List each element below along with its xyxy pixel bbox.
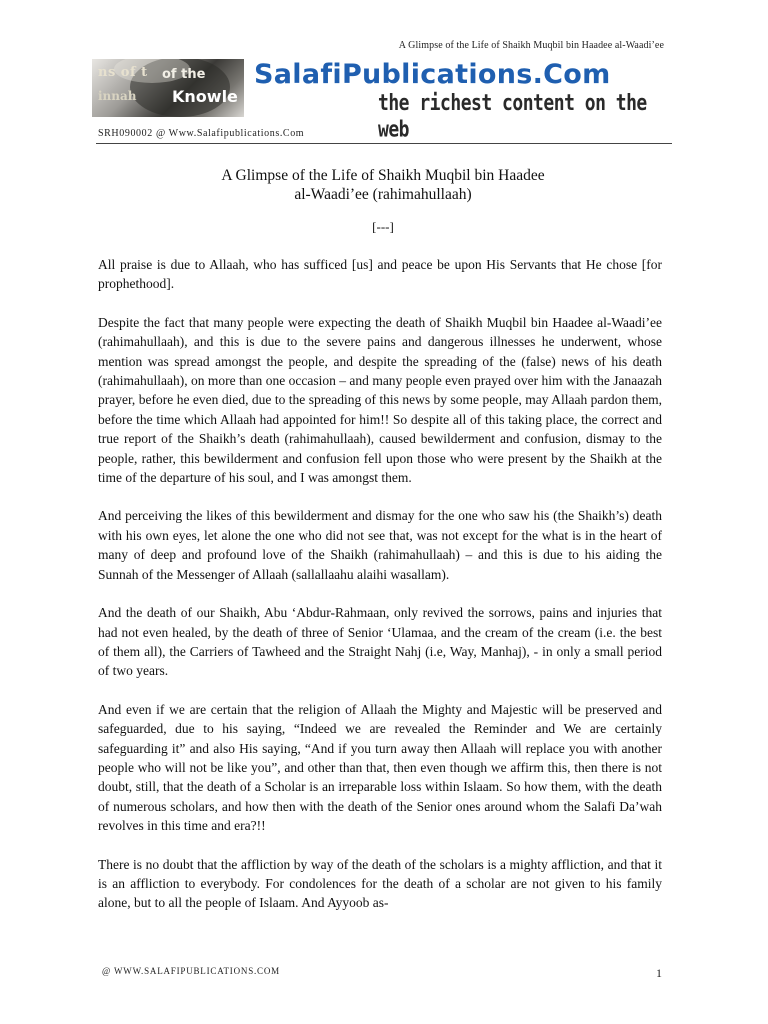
banner-fragment: Knowle — [172, 87, 238, 106]
paragraph: And even if we are certain that the religion of Allaah the Mighty and Majestic will be preserved and safeguarded, due to his saying, “Indeed we are revealed the Reminder and We are certainly safeguarding it” and also His saying, “And if you turn away then Allaah will replace you with another people who will not be like you”, and other than that, then even though we affirm this, then there is not doubt, still, that the death of a Scholar is an irreparable loss within Islaam. So how them, with the death of numerous scholars, and how then with the death of the Senior ones around whom the Salafi Da’wah revolves in this time and era?!! — [98, 701, 662, 834]
title-line-1: A Glimpse of the Life of Shaikh Muqbil bin Haadee — [221, 167, 545, 184]
page-number: 1 — [656, 966, 662, 980]
paragraph: And perceiving the likes of this bewilderment and dismay for the one who saw his (the Shaikh’s) death with his own eyes, let alone the one who did not see that, was not except for the what is in the heart of many of deep and profound love of the Shaikh (rahimahullaah) – and this is due to his aiding the Sunnah of the Messenger of Allaah (sallallaahu alaihi wasallam). — [98, 508, 662, 582]
document-id: SRH090002 @ Www.Salafipublications.Com — [98, 128, 305, 139]
paragraph: And the death of our Shaikh, Abu ‘Abdur-Rahmaan, only revived the sorrows, pains and injuries that had not even healed, by the death of three of Senior ‘Ulamaa, and the cream of the cream (i.e. the best of them all), the Carriers of Tawheed and the Straight Nahj (i.e, Way, Manhaj), - in only a small period of two years. — [98, 605, 662, 679]
paragraph: Despite the fact that many people were expecting the death of Shaikh Muqbil bin Haadee al-Waadi’ee (rahimahullaah), and this is due to the severe pains and dangerous illnesses he underwent, whose mention was spread amongst the people, and despite the spreading of the (false) news of his death (rahimahullaah), on more than one occasion – and many people even prayed over him with the Janaazah prayer, before he even died, due to the spreading of this news by some people, may Allaah pardon them, before the time which Allaah had appointed for him!! So despite all of this taking place, the correct and true report of the Shaikh’s death (rahimahullaah), caused bewilderment and confusion, dismay to the people, rather, this bewilderment and confusion fell upon those who were present by the Shaikh at the time of the departure of his soul, and I was amongst them. — [98, 314, 662, 486]
article-body — [98, 255, 662, 932]
banner-fragment: innah — [98, 89, 137, 103]
title-line-2: al-Waadi’ee (rahimahullaah) — [294, 186, 472, 203]
section-marker: [---] — [372, 219, 394, 234]
site-name: SalafiPublications.Com — [254, 59, 611, 90]
banner-fragment: ns of t — [98, 65, 148, 80]
article-title — [98, 166, 668, 204]
site-tagline: the richest content on the web — [378, 90, 647, 143]
paragraph: All praise is due to Allaah, who has sufficed [us] and peace be upon His Servants that He chose [for prophethood]. — [98, 257, 662, 292]
running-title: A Glimpse of the Life of Shaikh Muqbil bin Haadee al-Waadi’ee — [398, 40, 664, 51]
banner-image — [92, 59, 244, 117]
footer-site: @ WWW.SALAFIPUBLICATIONS.COM — [102, 966, 280, 976]
header-divider — [96, 143, 672, 144]
paragraph: There is no doubt that the affliction by way of the death of the scholars is a mighty affliction, and that it is an affliction to everybody. For condolences for the death of a scholar are not given to his family alone, but to all the people of Islaam. And Ayyoob as- — [98, 856, 662, 911]
banner-fragment: of the — [162, 67, 206, 82]
